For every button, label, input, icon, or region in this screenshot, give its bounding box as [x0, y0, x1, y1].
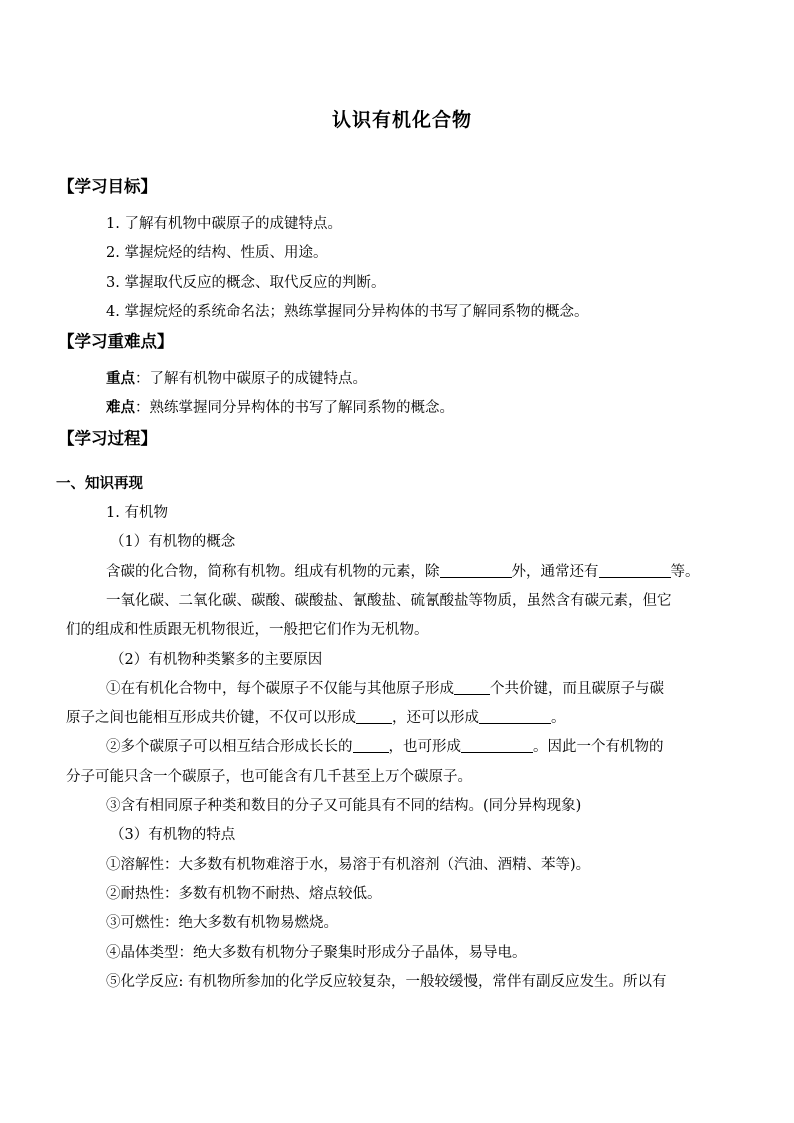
text-segment: ②多个碳原子可以相互结合形成长长的 [106, 739, 353, 756]
difficulty-text: ：熟练掌握同分异构体的书写了解同系物的概念。 [135, 400, 454, 417]
reason-3: ③含有相同原子种类和数目的分子又可能具有不同的结构。(同分异构现象) [106, 798, 582, 815]
text-segment: ，还可以形成 [392, 710, 479, 727]
reason-2-line-1 [66, 733, 738, 762]
fill-blank [356, 708, 392, 724]
fill-blank [461, 737, 533, 753]
feature-solubility: ①溶解性：大多数有机物难溶于水，易溶于有机溶剂（汽油、酒精、苯等)。 [106, 856, 591, 873]
difficulty-line [66, 394, 738, 423]
text-segment: ，也可形成 [388, 739, 461, 756]
sub-features: （3）有机物的特点 [110, 827, 236, 844]
text-segment: 含碳的化合物，简称有机物。组成有机物的元素，除 [106, 563, 440, 580]
feature-flammability: ③可燃性：绝大多数有机物易燃烧。 [106, 915, 338, 932]
objective-item-1: 1. 了解有机物中碳原子的成键特点。 [106, 216, 342, 232]
spacer [66, 202, 738, 210]
inorganic-note-line-2: 们的组成和性质跟无机物很近，一般把它们作为无机物。 [66, 622, 429, 639]
process-heading: 【学习过程】 [58, 428, 157, 448]
text-segment: 等。 [670, 563, 700, 580]
feature-heat-resistance: ②耐热性：多数有机物不耐热、熔点较低。 [106, 885, 382, 902]
text-segment: ①在有机化合物中，每个碳原子不仅能与其他原子形成 [106, 680, 454, 697]
concept-paragraph [66, 558, 738, 587]
sub-reasons: （2）有机物种类繁多的主要原因 [110, 651, 323, 668]
fill-blank [353, 737, 389, 753]
item-organic-compounds: 1. 有机物 [106, 505, 168, 522]
reason-1-line-2 [66, 704, 738, 733]
focus-label: 重点 [106, 371, 135, 388]
reason-2-line-2: 分子可能只含一个碳原子，也可能含有几千甚至上万个碳原子。 [66, 768, 472, 785]
fill-blank [454, 679, 490, 695]
keypoints-heading: 【学习重难点】 [58, 332, 174, 352]
text-segment: 原子之间也能相互形成共价键，不仅可以形成 [66, 710, 356, 727]
sub-concept: （1）有机物的概念 [110, 534, 236, 551]
feature-crystal-type: ④晶体类型：绝大多数有机物分子聚集时形成分子晶体，易导电。 [106, 944, 527, 961]
reason-1-line-1 [66, 675, 738, 704]
fill-blank [479, 708, 551, 724]
objectives-heading: 【学习目标】 [58, 177, 157, 196]
page-title: 认识有机化合物 [331, 109, 472, 131]
part1-heading: 一、知识再现 [56, 475, 143, 492]
difficulty-label: 难点 [106, 400, 135, 417]
spacer [66, 454, 738, 470]
focus-line [66, 365, 738, 394]
text-segment: 个共价键，而且碳原子与碳 [490, 680, 664, 697]
objective-item-3: 3. 掌握取代反应的概念、取代反应的判断。 [106, 274, 386, 291]
inorganic-note-line-1: 一氧化碳、二氧化碳、碳酸、碳酸盐、氰酸盐、硫氰酸盐等物质，虽然含有碳元素，但它 [106, 592, 672, 609]
objective-item-2: 2. 掌握烷烃的结构、性质、用途。 [106, 245, 328, 262]
fill-blank [599, 562, 671, 578]
spacer [66, 132, 738, 172]
spacer [66, 357, 738, 365]
focus-text: ：了解有机物中碳原子的成键特点。 [135, 371, 367, 388]
text-segment: 。 [551, 710, 566, 727]
objective-item-4: 4. 掌握烷烃的系统命名法；熟练掌握同分异构体的书写了解同系物的概念。 [106, 303, 589, 320]
fill-blank [440, 562, 512, 578]
text-segment: 。因此一个有机物的 [533, 739, 664, 756]
feature-chemical-reaction: ⑤化学反应: 有机物所参加的化学反应较复杂，一般较缓慢，常伴有副反应发生。所以有 [106, 973, 667, 990]
text-segment: 外，通常还有 [511, 563, 599, 580]
